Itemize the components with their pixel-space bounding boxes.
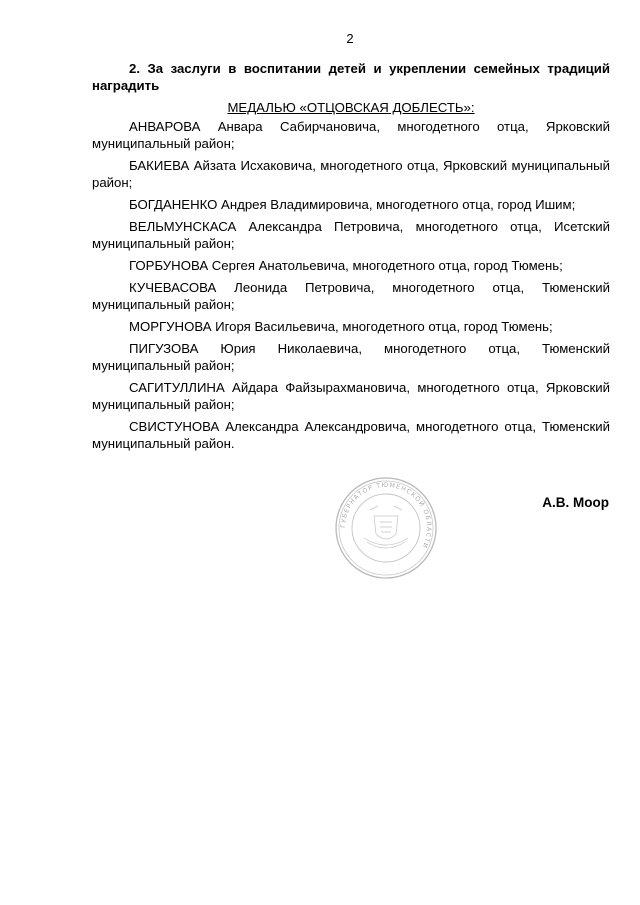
award-section bbox=[92, 61, 610, 458]
list-item: БОГДАНЕНКО Андрея Владимировича, многодетного отца, город Ишим; bbox=[129, 197, 576, 213]
list-item: АНВАРОВА Анвара Сабирчановича, многодетного отца, Ярковский муниципальный район; bbox=[92, 119, 610, 152]
list-item: ГОРБУНОВА Сергея Анатольевича, многодетного отца, город Тюмень; bbox=[129, 258, 563, 274]
list-item: СВИСТУНОВА Александра Александровича, многодетного отца, Тюменский муниципальный район. bbox=[92, 419, 610, 451]
recipient-list bbox=[92, 119, 610, 452]
list-item: КУЧЕВАСОВА Леонида Петровича, многодетного отца, Тюменский муниципальный район; bbox=[92, 280, 610, 313]
official-seal bbox=[334, 476, 438, 580]
section-heading: 2. За заслуги в воспитании детей и укреплении семейных традиций наградить bbox=[92, 61, 610, 93]
medal-title: МЕДАЛЬЮ «ОТЦОВСКАЯ ДОБЛЕСТЬ»: bbox=[227, 99, 475, 115]
seal-text: ГУБЕРНАТОР ТЮМЕНСКОЙ ОБЛАСТИ bbox=[339, 481, 433, 550]
list-item: ПИГУЗОВА Юрия Николаевича, многодетного отца, Тюменский муниципальный район; bbox=[92, 341, 610, 374]
signatory-name: А.В. Моор bbox=[542, 495, 609, 510]
list-item: ВЕЛЬМУНСКАСА Александра Петровича, многодетного отца, Исетский муниципальный район; bbox=[92, 219, 610, 252]
list-item: БАКИЕВА Айзата Исхаковича, многодетного отца, Ярковский муниципальный район; bbox=[92, 158, 610, 191]
list-item: МОРГУНОВА Игоря Васильевича, многодетного отца, город Тюмень; bbox=[129, 319, 553, 335]
page-number: 2 bbox=[346, 31, 354, 46]
list-item: САГИТУЛЛИНА Айдара Файзырахмановича, многодетного отца, Ярковский муниципальный район; bbox=[92, 380, 610, 412]
